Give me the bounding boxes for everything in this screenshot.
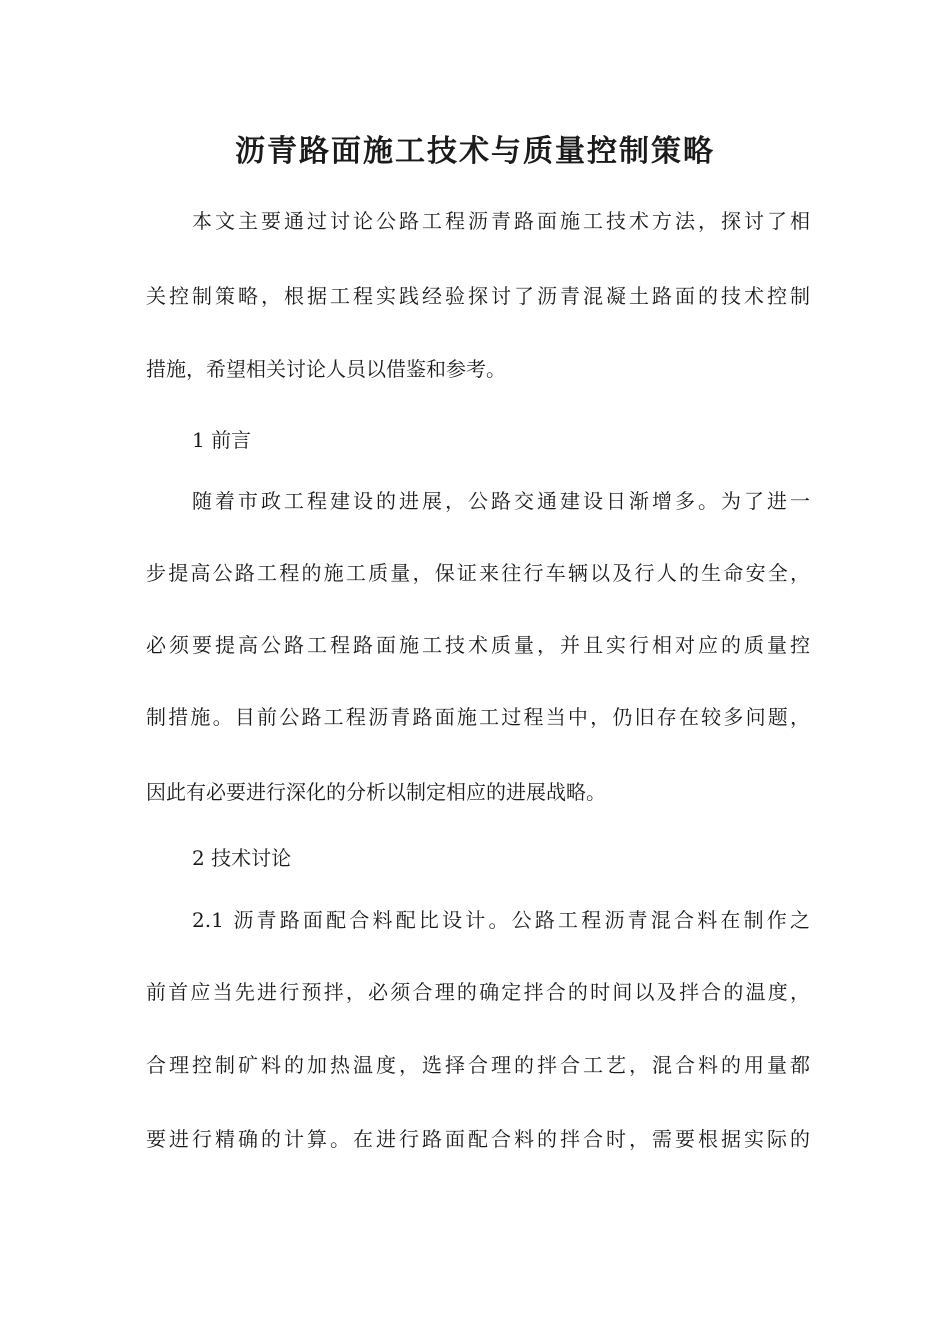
paragraph-line: 随着市政工程建设的进展，公路交通建设日渐增多。为了进一 — [192, 489, 810, 513]
paragraph-line: 前首应当先进行预拌，必须合理的确定拌合的时间以及拌合的温度， — [146, 980, 810, 1004]
paragraph-line: 要进行精确的计算。在进行路面配合料的拌合时，需要根据实际的 — [146, 1127, 810, 1151]
paragraph-line: 本文主要通过讨论公路工程沥青路面施工技术方法，探讨了相 — [192, 209, 810, 233]
paragraph-line: 2.1 沥青路面配合料配比设计。公路工程沥青混合料在制作之 — [192, 908, 810, 932]
paragraph-line: 步提高公路工程的施工质量，保证来往行车辆以及行人的生命安全， — [146, 561, 810, 585]
document-title: 沥青路面施工技术与质量控制策略 — [235, 134, 715, 169]
section-heading: 1 前言 — [192, 428, 252, 452]
paragraph-line: 合理控制矿料的加热温度，选择合理的拌合工艺，混合料的用量都 — [146, 1053, 810, 1077]
paragraph-line: 必须要提高公路工程路面施工技术质量，并且实行相对应的质量控 — [146, 633, 810, 657]
section-heading: 2 技术讨论 — [192, 846, 292, 870]
paragraph-line: 因此有必要进行深化的分析以制定相应的进展战略。 — [146, 780, 606, 804]
paragraph-line: 制措施。目前公路工程沥青路面施工过程当中，仍旧存在较多问题， — [146, 705, 810, 729]
paragraph-line: 措施，希望相关讨论人员以借鉴和参考。 — [146, 357, 506, 381]
paragraph-line: 关控制策略，根据工程实践经验探讨了沥青混凝土路面的技术控制 — [146, 284, 810, 308]
